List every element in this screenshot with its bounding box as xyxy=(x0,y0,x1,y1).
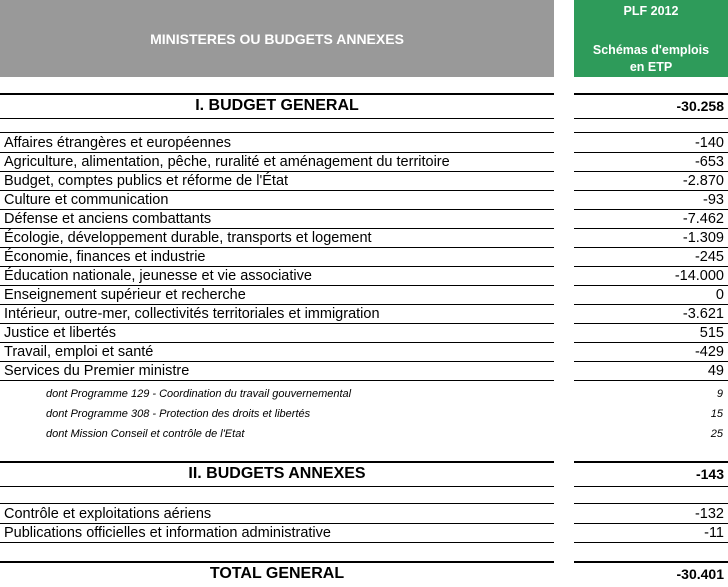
row-value: -132 xyxy=(694,506,724,522)
row-value: -1.309 xyxy=(682,230,724,246)
row-label: Défense et anciens combattants xyxy=(4,211,212,227)
table-row xyxy=(0,153,728,172)
row-label: Enseignement supérieur et recherche xyxy=(4,287,246,303)
table-row xyxy=(0,524,728,543)
sub-row xyxy=(0,385,728,404)
section-title: I. BUDGET GENERAL xyxy=(195,97,359,114)
table-row xyxy=(0,362,728,381)
row-label: Affaires étrangères et européennes xyxy=(4,135,232,151)
table-row xyxy=(0,210,728,229)
schemas-emplois-label: Schémas d'emplois xyxy=(592,43,710,57)
table-row xyxy=(0,229,728,248)
plf-year-label: PLF 2012 xyxy=(623,4,679,18)
row-value: -93 xyxy=(703,192,724,208)
row-label: Éducation nationale, jeunesse et vie associative xyxy=(4,268,312,284)
table-row xyxy=(0,286,728,305)
sub-row xyxy=(0,405,728,424)
row-value: 515 xyxy=(699,325,724,341)
table-row xyxy=(0,172,728,191)
row-value: -14.000 xyxy=(674,268,724,284)
row-value: -7.462 xyxy=(682,211,724,227)
sub-row xyxy=(0,425,728,444)
section-total: -143 xyxy=(695,466,724,482)
table-row xyxy=(0,305,728,324)
row-label: Agriculture, alimentation, pêche, ruralité et aménagement du territoire xyxy=(4,154,450,170)
row-label: Économie, finances et industrie xyxy=(4,249,206,265)
row-label: Écologie, développement durable, transports et logement xyxy=(4,230,372,246)
row-value: -2.870 xyxy=(682,173,724,189)
total-general-row xyxy=(0,563,728,586)
divider xyxy=(0,132,554,133)
row-label: Justice et libertés xyxy=(4,325,117,341)
divider xyxy=(574,486,728,487)
column-header-plf xyxy=(574,0,728,77)
row-label: Contrôle et exploitations aériens xyxy=(4,506,212,522)
section-budgets-annexes xyxy=(0,463,728,486)
row-value: -11 xyxy=(704,525,724,541)
row-value: 0 xyxy=(715,287,724,303)
sub-row-label: dont Mission Conseil et contrôle de l'Etat xyxy=(46,428,245,440)
row-value: -3.621 xyxy=(682,306,724,322)
divider xyxy=(574,118,728,119)
row-value: -653 xyxy=(694,154,724,170)
table-row xyxy=(0,267,728,286)
table-row xyxy=(0,343,728,362)
section-total: -30.258 xyxy=(676,98,724,114)
sub-row-value: 9 xyxy=(716,388,723,400)
divider xyxy=(0,486,554,487)
divider xyxy=(574,503,728,504)
sub-row-value: 25 xyxy=(710,428,723,440)
row-label: Intérieur, outre-mer, collectivités territoriales et immigration xyxy=(4,306,380,322)
row-label: Budget, comptes publics et réforme de l'État xyxy=(4,173,289,189)
etp-unit-label: en ETP xyxy=(629,60,673,74)
column-header-ministries-label: MINISTERES OU BUDGETS ANNEXES xyxy=(150,30,404,47)
row-label: Culture et communication xyxy=(4,192,169,208)
section-budget-general xyxy=(0,95,728,118)
column-header-ministries xyxy=(0,0,554,77)
sub-row-label: dont Programme 129 - Coordination du travail gouvernemental xyxy=(46,388,352,400)
row-value: 49 xyxy=(707,363,724,379)
sub-row-label: dont Programme 308 - Protection des droits et libertés xyxy=(46,408,311,420)
row-label: Publications officielles et information administrative xyxy=(4,525,331,541)
row-value: -140 xyxy=(694,135,724,151)
table-row xyxy=(0,248,728,267)
divider xyxy=(0,118,554,119)
total-general-label: TOTAL GENERAL xyxy=(209,565,345,582)
table-row xyxy=(0,505,728,524)
table-row xyxy=(0,324,728,343)
total-general-value: -30.401 xyxy=(676,566,724,582)
row-label: Travail, emploi et santé xyxy=(4,344,154,360)
section-title: II. BUDGETS ANNEXES xyxy=(188,465,366,482)
divider xyxy=(0,503,554,504)
sub-row-value: 15 xyxy=(710,408,723,420)
table-row xyxy=(0,134,728,153)
row-value: -429 xyxy=(694,344,724,360)
row-label: Services du Premier ministre xyxy=(4,363,190,379)
row-value: -245 xyxy=(694,249,724,265)
table-row xyxy=(0,191,728,210)
divider xyxy=(574,132,728,133)
